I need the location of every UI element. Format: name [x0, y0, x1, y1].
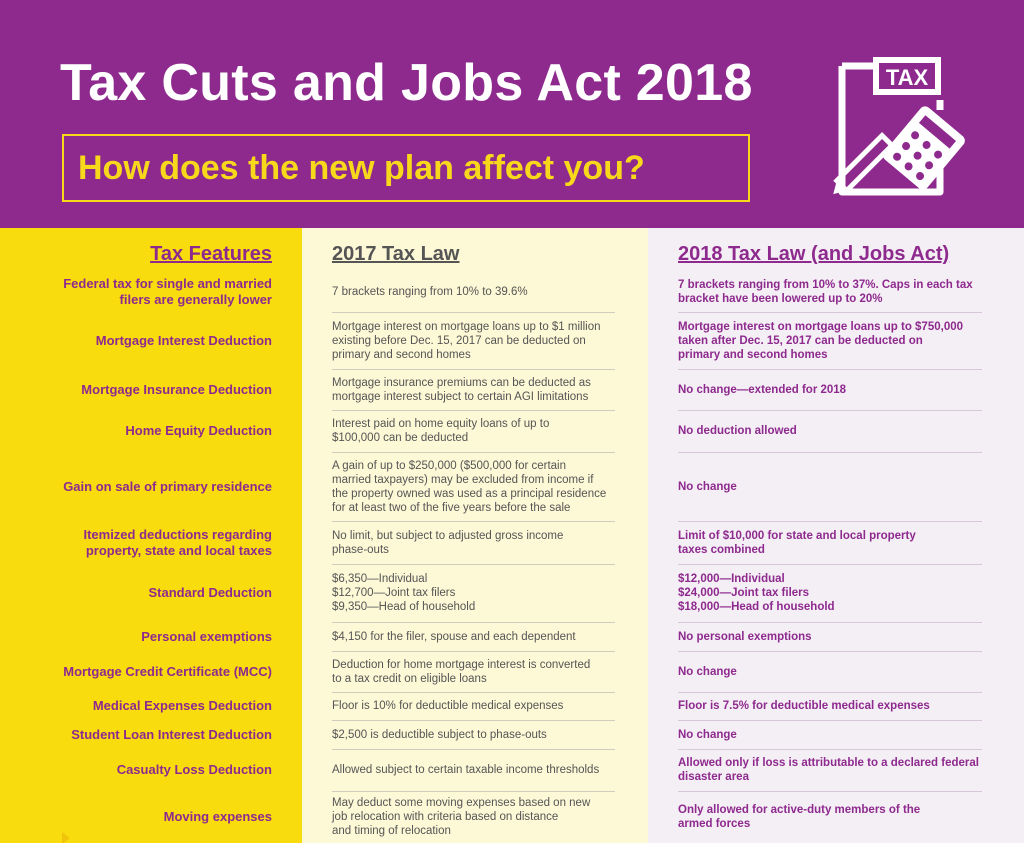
feature-cell	[10, 749, 272, 791]
law-2017-cell	[332, 720, 628, 749]
feature-cell	[10, 521, 272, 564]
law-2018-cell	[678, 452, 984, 521]
law-2018-cell-text: No change	[678, 665, 737, 678]
tax-calculator-document-icon	[812, 52, 972, 212]
feature-cell	[10, 410, 272, 452]
law-2017-cell-text: A gain of up to $250,000 ($500,000 for certain married taxpayers) may be excluded from income if the property owned was used as a principal residence for at least two of the five years before the sale	[332, 459, 607, 514]
feature-cell-text: Personal exemptions	[141, 628, 272, 644]
law-2017-cell-text: Floor is 10% for deductible medical expenses	[332, 700, 564, 712]
feature-cell	[10, 720, 272, 749]
law-2018-cell	[678, 521, 984, 564]
law-2018-cell	[678, 312, 984, 369]
feature-cell-text: Gain on sale of primary residence	[63, 478, 272, 494]
feature-cell-text: Student Loan Interest Deduction	[71, 726, 272, 742]
law-2017-cell	[332, 564, 628, 622]
law-2018-cell	[678, 720, 984, 749]
feature-cell-text: Mortgage Credit Certificate (MCC)	[63, 663, 272, 679]
law-2017-cell	[332, 651, 628, 692]
law-2018-cell-text: No change	[678, 480, 737, 493]
law-2018-cell	[678, 749, 984, 791]
law-2017-cell	[332, 410, 628, 452]
column-header-features: Tax Features	[150, 243, 272, 265]
law-2018-cell-text: No change	[678, 728, 737, 741]
feature-cell-text: Itemized deductions regarding property, state and local taxes	[83, 526, 272, 558]
law-2018-cell	[678, 622, 984, 651]
law-2018-cell	[678, 271, 984, 312]
page-subtitle: How does the new plan affect you?	[78, 149, 645, 187]
law-2017-cell-text: Allowed subject to certain taxable income thresholds	[332, 764, 600, 776]
law-2017-cell	[332, 622, 628, 651]
law-2017-cell-text: May deduct some moving expenses based on new job relocation with criteria based on distance and timing of relocation	[332, 797, 591, 837]
law-2018-cell-text: No personal exemptions	[678, 630, 812, 643]
column-header-2018: 2018 Tax Law (and Jobs Act)	[678, 243, 950, 265]
law-2018-cell	[678, 651, 984, 692]
law-2017-cell-text: $6,350—Individual $12,700—Joint tax filers $9,350—Head of household	[332, 573, 476, 613]
law-2017-cell	[332, 521, 628, 564]
law-2018-cell-text: $12,000—Individual $24,000—Joint tax filers $18,000—Head of household	[678, 573, 835, 613]
law-2018-cell-text: Floor is 7.5% for deductible medical expenses	[678, 700, 930, 712]
law-2017-cell	[332, 271, 628, 312]
law-2018-cell-text: Limit of $10,000 for state and local property taxes combined	[678, 529, 916, 556]
feature-cell	[10, 452, 272, 521]
law-2017-cell-text: Deduction for home mortgage interest is converted to a tax credit on eligible loans	[332, 658, 591, 685]
feature-cell	[10, 622, 272, 651]
law-2017-cell-text: Mortgage interest on mortgage loans up to $1 million existing before Dec. 15, 2017 can be deducted on primary and second homes	[332, 320, 601, 361]
feature-cell	[10, 692, 272, 720]
feature-cell-text: Moving expenses	[163, 809, 272, 824]
feature-cell	[10, 791, 272, 843]
law-2018-cell-text: No deduction allowed	[678, 425, 797, 437]
page-title: Tax Cuts and Jobs Act 2018	[60, 54, 753, 112]
column-header-2017: 2017 Tax Law	[332, 243, 460, 265]
law-2018-cell-text: No change—extended for 2018	[678, 383, 847, 396]
law-2018-cell	[678, 410, 984, 452]
law-2017-cell-text: Mortgage insurance premiums can be deducted as mortgage interest subject to certain AGI limitations	[332, 376, 591, 403]
law-2017-cell-text: $2,500 is deductible subject to phase-outs	[332, 728, 547, 741]
law-2018-cell	[678, 791, 984, 843]
law-2017-cell	[332, 369, 628, 410]
feature-cell	[10, 369, 272, 410]
feature-cell	[10, 651, 272, 692]
feature-cell-text: Standard Deduction	[148, 585, 272, 600]
law-2018-cell	[678, 564, 984, 622]
feature-cell	[10, 312, 272, 369]
law-2018-cell-text: 7 brackets ranging from 10% to 37%. Caps in each tax bracket have been lowered up to 20%	[678, 278, 973, 305]
law-2017-cell	[332, 692, 628, 720]
feature-cell-text: Home Equity Deduction	[125, 423, 272, 438]
law-2018-cell	[678, 692, 984, 720]
law-2018-cell-text: Mortgage interest on mortgage loans up to $750,000 taken after Dec. 15, 2017 can be deducted on primary and second homes	[678, 320, 964, 361]
feature-cell-text: Medical Expenses Deduction	[92, 698, 272, 713]
law-2017-cell	[332, 312, 628, 369]
law-2018-cell-text: Only allowed for active-duty members of the armed forces	[678, 804, 921, 830]
feature-cell-text: Mortgage Insurance Deduction	[81, 381, 272, 397]
law-2017-cell-text: No limit, but subject to adjusted gross income phase-outs	[332, 529, 564, 556]
tax-icon-label: TAX	[885, 65, 929, 90]
feature-cell	[10, 271, 272, 312]
feature-cell-text: Mortgage Interest Deduction	[95, 332, 272, 348]
law-2018-cell-text: Allowed only if loss is attributable to a declared federal disaster area	[678, 757, 979, 783]
feature-cell	[10, 564, 272, 622]
law-2017-cell-text: $4,150 for the filer, spouse and each dependent	[332, 630, 576, 643]
law-2017-cell-text: 7 brackets ranging from 10% to 39.6%	[332, 285, 528, 298]
law-2017-cell	[332, 791, 628, 843]
feature-cell-text: Casualty Loss Deduction	[116, 762, 272, 777]
law-2017-cell	[332, 452, 628, 521]
feature-cell-text: Federal tax for single and married filers are generally lower	[63, 275, 272, 307]
law-2017-cell	[332, 749, 628, 791]
continue-arrow-icon	[62, 832, 70, 843]
law-2018-cell	[678, 369, 984, 410]
law-2017-cell-text: Interest paid on home equity loans of up to $100,000 can be deducted	[332, 418, 550, 444]
